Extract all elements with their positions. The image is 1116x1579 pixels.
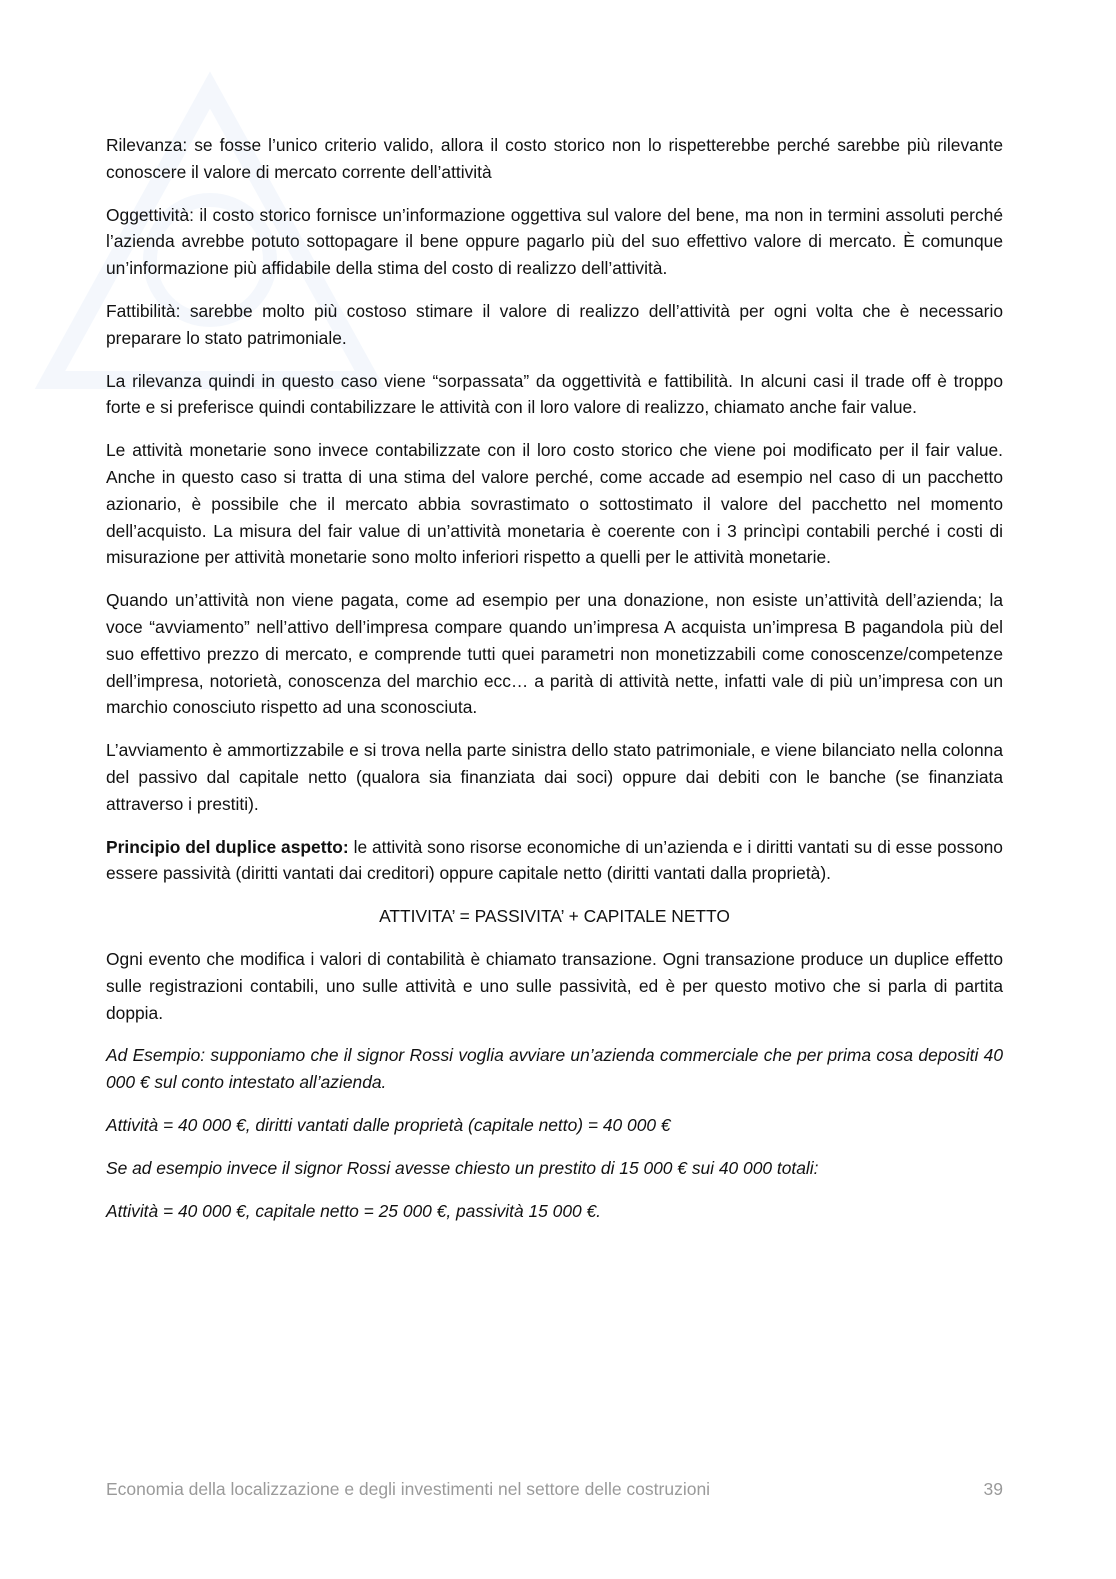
example-case-2: Se ad esempio invece il signor Rossi avesse chiesto un prestito di 15 000 € sui 40 000 totali: [106,1157,819,1178]
principle-text: le attività sono risorse economiche di un’azienda e i diritti vantati su di esse possono essere passività (diritti vantati dai creditori) oppure capitale netto (diritti vantati dalla proprietà). [106,836,1003,884]
footer-title: Economia della localizzazione e degli investimenti nel settore delle costruzioni [106,1479,711,1499]
example-intro: Ad Esempio: supponiamo che il signor Rossi voglia avviare un’azienda commerciale che per prima cosa depositi 40 000 € sul conto intestato all’azienda. [106,1045,1003,1093]
page-footer [106,1479,1003,1500]
paragraph-principio [106,834,1003,888]
paragraph-attivita-monetarie: Le attività monetarie sono invece contabilizzate con il loro costo storico che viene poi modificato per il fair value. Anche in questo caso si tratta di una stima del valore perché, come accade ad esempio nel caso di un pacchetto azionario, è possibile che il mercato abbia sovrastimato o sottostimato il valore del pacchetto nel momento dell’acquisto. La misura del fair value di un’attività monetaria è coerente con i 3 princìpi contabili perché i costi di misurazione per attività monetarie sono molto inferiori rispetto a quelli per le attività monetarie. [106,440,1003,568]
paragraph-trade-off: La rilevanza quindi in questo caso viene “sorpassata” da oggettività e fattibilità. In alcuni casi il trade off è troppo forte e si preferisce quindi contabilizzare le attività con il loro valore di realizzo, chiamato anche fair value. [106,370,1003,418]
page-number: 39 [983,1479,1003,1499]
paragraph-rilevanza: Rilevanza: se fosse l’unico criterio valido, allora il costo storico non lo rispetterebbe perché sarebbe più rilevante conoscere il valore di mercato corrente dell’attività [106,135,1003,182]
paragraph-avviamento-definizione: Quando un’attività non viene pagata, come ad esempio per una donazione, non esiste un’attività dell’azienda; la voce “avviamento” nell’attivo dell’impresa compare quando un’impresa A acquista un’impresa B pagandola più del suo effettivo prezzo di mercato, e comprende tutti quei parametri non monetizzabili come conoscenze/competenze dell’impresa, notorietà, conoscenza del marchio ecc… a parità di attività nette, infatti vale di più un’impresa con un marchio conosciuto rispetto ad una sconosciuta. [106,590,1003,718]
equation: ATTIVITA’ = PASSIVITA’ + CAPITALE NETTO [379,906,730,927]
main-content [106,132,1003,1240]
principle-title: Principio del duplice aspetto: [106,836,349,857]
paragraph-oggettivita: Oggettività: il costo storico fornisce un’informazione oggettiva sul valore del bene, ma non in termini assoluti perché l’azienda avrebbe potuto sottopagare il bene oppure pagarlo più del suo effettivo valore di mercato. È comunque un’informazione più affidabile della stima del costo di realizzo dell’attività. [106,204,1003,279]
paragraph-fattibilita: Fattibilità: sarebbe molto più costoso stimare il valore di realizzo dell’attività per ogni volta che è necessario preparare lo stato patrimoniale. [106,300,1003,348]
example-result-2: Attività = 40 000 €, capitale netto = 25 000 €, passività 15 000 €. [106,1200,602,1221]
paragraph-avviamento-ammortizzabile: L’avviamento è ammortizzabile e si trova nella parte sinistra dello stato patrimoniale, e viene bilanciato nella colonna del passivo dal capitale netto (qualora sia finanziata dai soci) oppure dai debiti con le banche (se finanziata attraverso i prestiti). [106,740,1003,814]
example-result-1: Attività = 40 000 €, diritti vantati dalle proprietà (capitale netto) = 40 000 € [106,1114,671,1135]
paragraph-transazione: Ogni evento che modifica i valori di contabilità è chiamato transazione. Ogni transazione produce un duplice effetto sulle registrazioni contabili, uno sulle attività e uno sulle passività, ed è per questo motivo che si parla di partita doppia. [106,948,1003,1023]
